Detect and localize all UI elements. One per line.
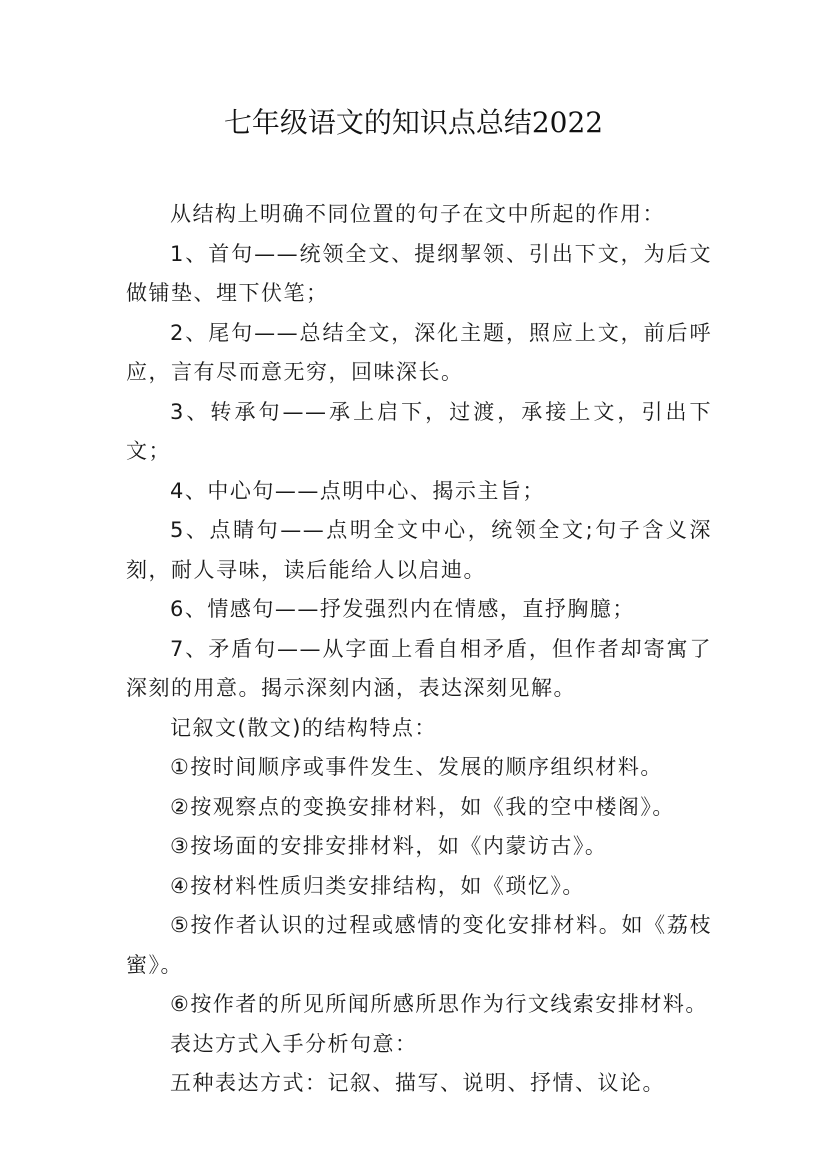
paragraph: 7、矛盾句——从字面上看自相矛盾，但作者却寄寓了深刻的用意。揭示深刻内涵，表达深刻见解。: [126, 636, 712, 700]
paragraph: 5、点睛句——点明全文中心，统领全文;句子含义深刻，耐人寻味，读后能给人以启迪。: [126, 518, 712, 582]
paragraph: 4、中心句——点明中心、揭示主旨；: [170, 478, 545, 503]
paragraph: ④按材料性质归类安排结构，如《琐忆》。: [170, 873, 585, 898]
paragraph: 1、首句——统领全文、提纲挈领、引出下文，为后文做铺垫、埋下伏笔；: [126, 241, 712, 305]
paragraph: 6、情感句——抒发强烈内在情感，直抒胸臆；: [170, 597, 635, 621]
paragraph: ③按场面的安排安排材料，如《内蒙访古》。: [170, 834, 608, 858]
paragraph: 五种表达方式：记叙、描写、说明、抒情、议论。: [170, 1071, 665, 1095]
paragraph: 表达方式入手分析句意：: [170, 1031, 418, 1056]
paragraph: 2、尾句——总结全文，深化主题，照应上文，前后呼应，言有尽而意无穷，回味深长。: [126, 320, 712, 384]
paragraph: 从结构上明确不同位置的句子在文中所起的作用：: [170, 202, 665, 226]
paragraph: 记叙文(散文)的结构特点：: [170, 715, 437, 740]
paragraph: ⑥按作者的所见所闻所感所思作为行文线索安排材料。: [170, 992, 708, 1016]
paragraph: ⑤按作者认识的过程或感情的变化安排材料。如《荔枝蜜》。: [126, 913, 712, 977]
document-body: [126, 195, 712, 1104]
paragraph: ①按时间顺序或事件发生、发展的顺序组织材料。: [170, 755, 663, 779]
document-title: 七年级语文的知识点总结2022: [223, 106, 604, 139]
paragraph: ②按观察点的变换安排材料，如《我的空中楼阁》。: [170, 794, 675, 819]
paragraph: 3、转承句——承上启下，过渡，承接上文，引出下文；: [126, 399, 712, 463]
